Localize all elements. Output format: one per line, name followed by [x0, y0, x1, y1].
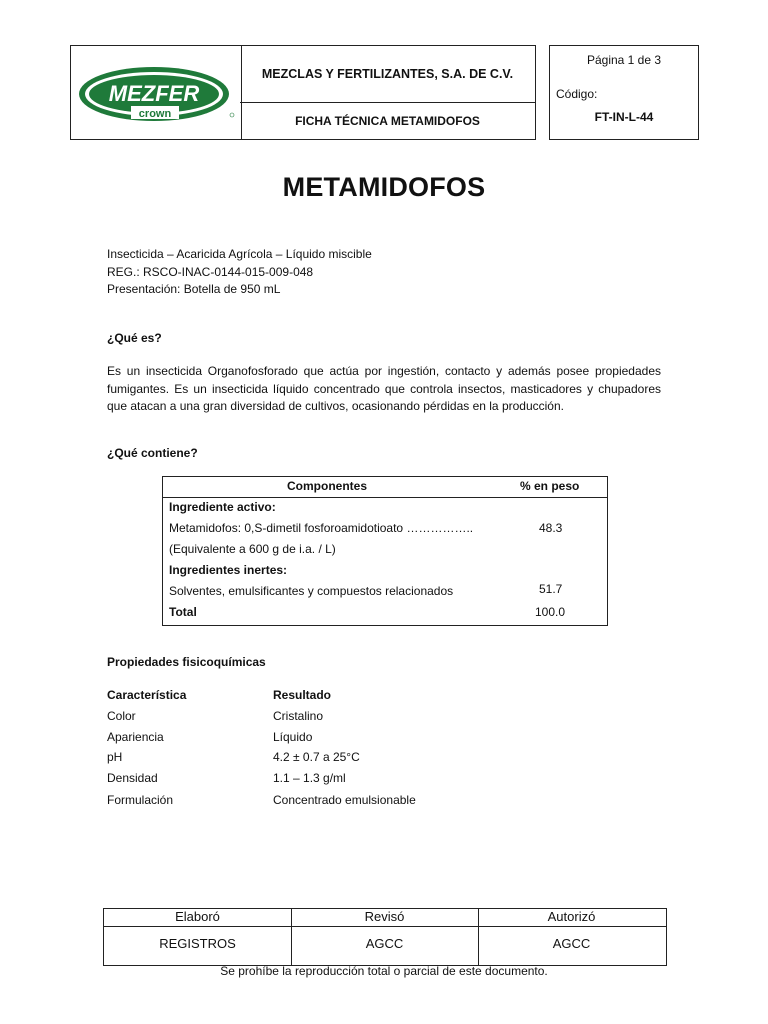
active-ingredient-name: Metamidofos: 0,S-dimetil fosforoamidotioato …………….. [169, 521, 474, 535]
property-name: pH [107, 750, 123, 764]
sheet-title: FICHA TÉCNICA METAMIDOFOS [295, 114, 480, 128]
property-value: Cristalino [273, 709, 324, 723]
what-is-body: Es un insecticida Organofosforado que actúa por ingestión, contacto y además posee propiedades fumigantes. Es un insecticida líquido concentrado que controla insectos, masticadores y chupadores que atacan a una gran diversidad de cultivos, ocasionando pérdidas en la producción. [107, 364, 661, 413]
total-percent: 100.0 [535, 605, 566, 619]
product-intro [107, 246, 372, 299]
autorizo-label: Autorizó [547, 909, 596, 924]
total-label: Total [169, 605, 197, 619]
mezfer-logo [71, 46, 241, 139]
column-header-characteristic: Característica [107, 688, 187, 702]
reviso-label: Revisó [364, 909, 405, 924]
composition-table [162, 476, 608, 626]
inert-ingredients-percent: 51.7 [539, 582, 563, 596]
property-value: Concentrado emulsionable [273, 793, 416, 807]
inert-ingredients-label: Ingredientes inertes: [169, 563, 288, 577]
reviso-value: AGCC [365, 936, 404, 951]
property-name: Densidad [107, 771, 158, 785]
active-ingredient-percent: 48.3 [539, 521, 563, 535]
table-header [163, 477, 607, 498]
property-value: 4.2 ± 0.7 a 25°C [273, 750, 360, 764]
property-name: Apariencia [107, 730, 164, 744]
page-indicator: Página 1 de 3 [586, 53, 662, 67]
code-label: Código: [556, 87, 598, 101]
signature-table [103, 908, 667, 966]
property-name: Formulación [107, 793, 174, 807]
svg-text:MEZFER: MEZFER [108, 81, 200, 106]
product-type: Insecticida – Acaricida Agrícola – Líquido miscible [107, 247, 372, 261]
logo-cell [70, 45, 242, 140]
property-value: 1.1 – 1.3 g/ml [273, 771, 346, 785]
elaboro-label: Elaboró [175, 909, 220, 924]
column-header-components: Componentes [287, 479, 368, 493]
registration-number: REG.: RSCO-INAC-0144-015-009-048 [107, 264, 314, 279]
company-name: MEZCLAS Y FERTILIZANTES, S.A. DE C.V. [240, 46, 535, 103]
properties-heading: Propiedades fisicoquímicas [107, 655, 266, 669]
company-cell [240, 45, 536, 140]
presentation: Presentación: Botella de 950 mL [107, 282, 281, 296]
active-ingredient-equivalent: (Equivalente a 600 g de i.a. / L) [169, 542, 336, 556]
autorizo-value: AGCC [552, 936, 591, 951]
copyright-notice: Se prohíbe la reproducción total o parcial de este documento. [220, 964, 548, 978]
active-ingredient-label: Ingrediente activo: [169, 500, 276, 514]
column-header-result: Resultado [273, 688, 332, 702]
document-title: METAMIDOFOS [282, 172, 486, 202]
code-cell [549, 45, 699, 140]
contents-heading: ¿Qué contiene? [107, 446, 198, 460]
property-value: Líquido [273, 730, 313, 744]
code-value: FT-IN-L-44 [594, 110, 654, 124]
column-header-percent: % en peso [520, 479, 580, 493]
property-name: Color [107, 709, 136, 723]
inert-ingredients-name: Solventes, emulsificantes y compuestos relacionados [169, 584, 454, 598]
elaboro-value: REGISTROS [159, 936, 236, 951]
what-is-heading: ¿Qué es? [107, 331, 162, 345]
svg-text:crown: crown [138, 108, 172, 120]
